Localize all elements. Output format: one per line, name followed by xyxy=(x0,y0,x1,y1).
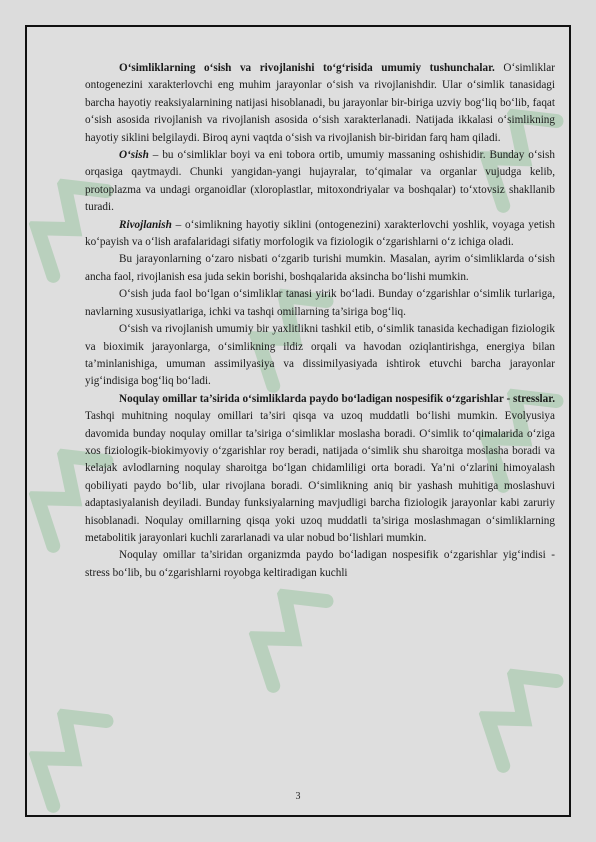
watermark-logo xyxy=(457,614,571,779)
paragraph xyxy=(85,147,555,217)
paragraph-text: O‘simliklar ontogenezini xarakterlovchi eng muhim jarayonlar o‘sish va rivojlanishdir. Ular o‘simlik tanasidagi barcha hayotiy reaksiyalarnining natijasi hisoblanadi, bu jarayonlar bir-biriga uzviy bog‘liq bo‘lib, faqat o‘sish asosida rivojlanish va rivojlanish asosida o‘sish xarakterlanadi. Natijada ikkalasi o‘simlikning hayotiy siklini belgilaydi. Biroq ayni vaqtda o‘sish va rivojlanish bir-biridan farq ham qiladi. xyxy=(85,62,555,144)
paragraph-text: Noqulay omillar ta’siridan organizmda paydo bo‘ladigan nospesifik o‘zgarishlar yig‘indisi - stress bo‘lib, bu o‘zgarishlarni royobga keltiradigan kuchli xyxy=(85,549,555,579)
paragraph xyxy=(85,547,555,582)
paragraph-lead: Noqulay omillar ta’sirida o‘simliklarda paydo bo‘ladigan nospesifik o‘zgarishlar - stresslar. xyxy=(119,392,555,405)
document-page xyxy=(25,25,571,817)
document-body xyxy=(85,60,555,582)
paragraph-text: Tashqi muhitning noqulay omillari ta’siri qisqa va uzoq muddatli bo‘lishi mumkin. Evolyusiya davomida bunday noqulay omillar ta’siriga o‘simliklar moslasha boradi. O‘simlik to‘qimalarida o‘ziga xos fiziologik-biokimyoviy o‘zgarishlar roy beradi, natijada o‘simlik shu sharoitga moslasha boradi va kelajak avlodlarning noqulay sharoitga bo‘lgan chidamliligi orta boradi. Ya’ni o‘zlarini himoyalash qobiliyati paydo bo‘lib, ular rivojlana boradi. O‘simlikning aniq bir yashash muhitiga moslashuvi adaptasiyalanish deyiladi. Bunday funksiyalarning mavjudligi barcha fiziologik jarayonlar kabi zaruriy hisoblanadi. Noqulay omillarning qisqa yoki uzoq muddatli ta’siriga moslashmagan o‘simliklarning metabolitik jarayonlari kuchli zararlanadi va ular nobud bo‘lishlari mumkin. xyxy=(85,410,555,544)
paragraph xyxy=(85,391,555,548)
paragraph xyxy=(85,60,555,147)
paragraph-text: O‘sish juda faol bo‘lgan o‘simliklar tanasi yirik bo‘ladi. Bunday o‘zgarishlar o‘simlik turlariga, navlarning xususiyatlariga, ichki va tashqi omillarning ta’siriga bog‘liq. xyxy=(85,288,555,318)
paragraph-text: – bu o‘simliklar boyi va eni tobora ortib, umumiy massaning oshishidir. Bunday o‘sish orqasiga qaytmaydi. Chunki yangidan-yangi hujayralar, to‘qimalar va organlar vujudga kelib, protoplazma va undagi organoidlar (xloroplastlar, mitoxondriyalar va boshqalar) to‘xtovsiz shakllanib turadi. xyxy=(85,149,555,214)
paragraph xyxy=(85,286,555,321)
paragraph xyxy=(85,217,555,252)
paragraph-text: O‘sish va rivojlanish umumiy bir yaxlitlikni tashkil etib, o‘simlik tanasida kechadigan fiziologik va bioximik jarayonlarga, o‘simlikning ildiz orqali va havodan oziqlantirishga, energiya bilan ta’minlanishiga, umuman assimilyasiya va dissimilyasiyada ishtirok etuvchi barcha jarayonlar yig‘indisiga bog‘liq bo‘ladi. xyxy=(85,323,555,388)
paragraph xyxy=(85,321,555,391)
paragraph xyxy=(85,251,555,286)
paragraph-lead: O‘sish xyxy=(119,149,149,162)
paragraph-lead: O‘simliklarning o‘sish va rivojlanishi to‘g‘risida umumiy tushunchalar. xyxy=(119,62,495,74)
paragraph-lead: Rivojlanish xyxy=(119,218,172,231)
page-number: 3 xyxy=(295,791,301,802)
paragraph-text: – o‘simlikning hayotiy siklini (ontogenezini) xarakterlovchi yoshlik, voyaga yetish ko‘payish va o‘lish arafalaridagi sifatiy morfologik va fiziologik o‘zgarishlarni o‘z ichiga oladi. xyxy=(85,218,555,249)
paragraph-text: Bu jarayonlarning o‘zaro nisbati o‘zgarib turishi mumkin. Masalan, ayrim o‘simliklarda o‘sish ancha faol, rivojlanish esa juda sekin borishi, boshqalarida aksincha bo‘lishi mumkin. xyxy=(85,253,555,283)
